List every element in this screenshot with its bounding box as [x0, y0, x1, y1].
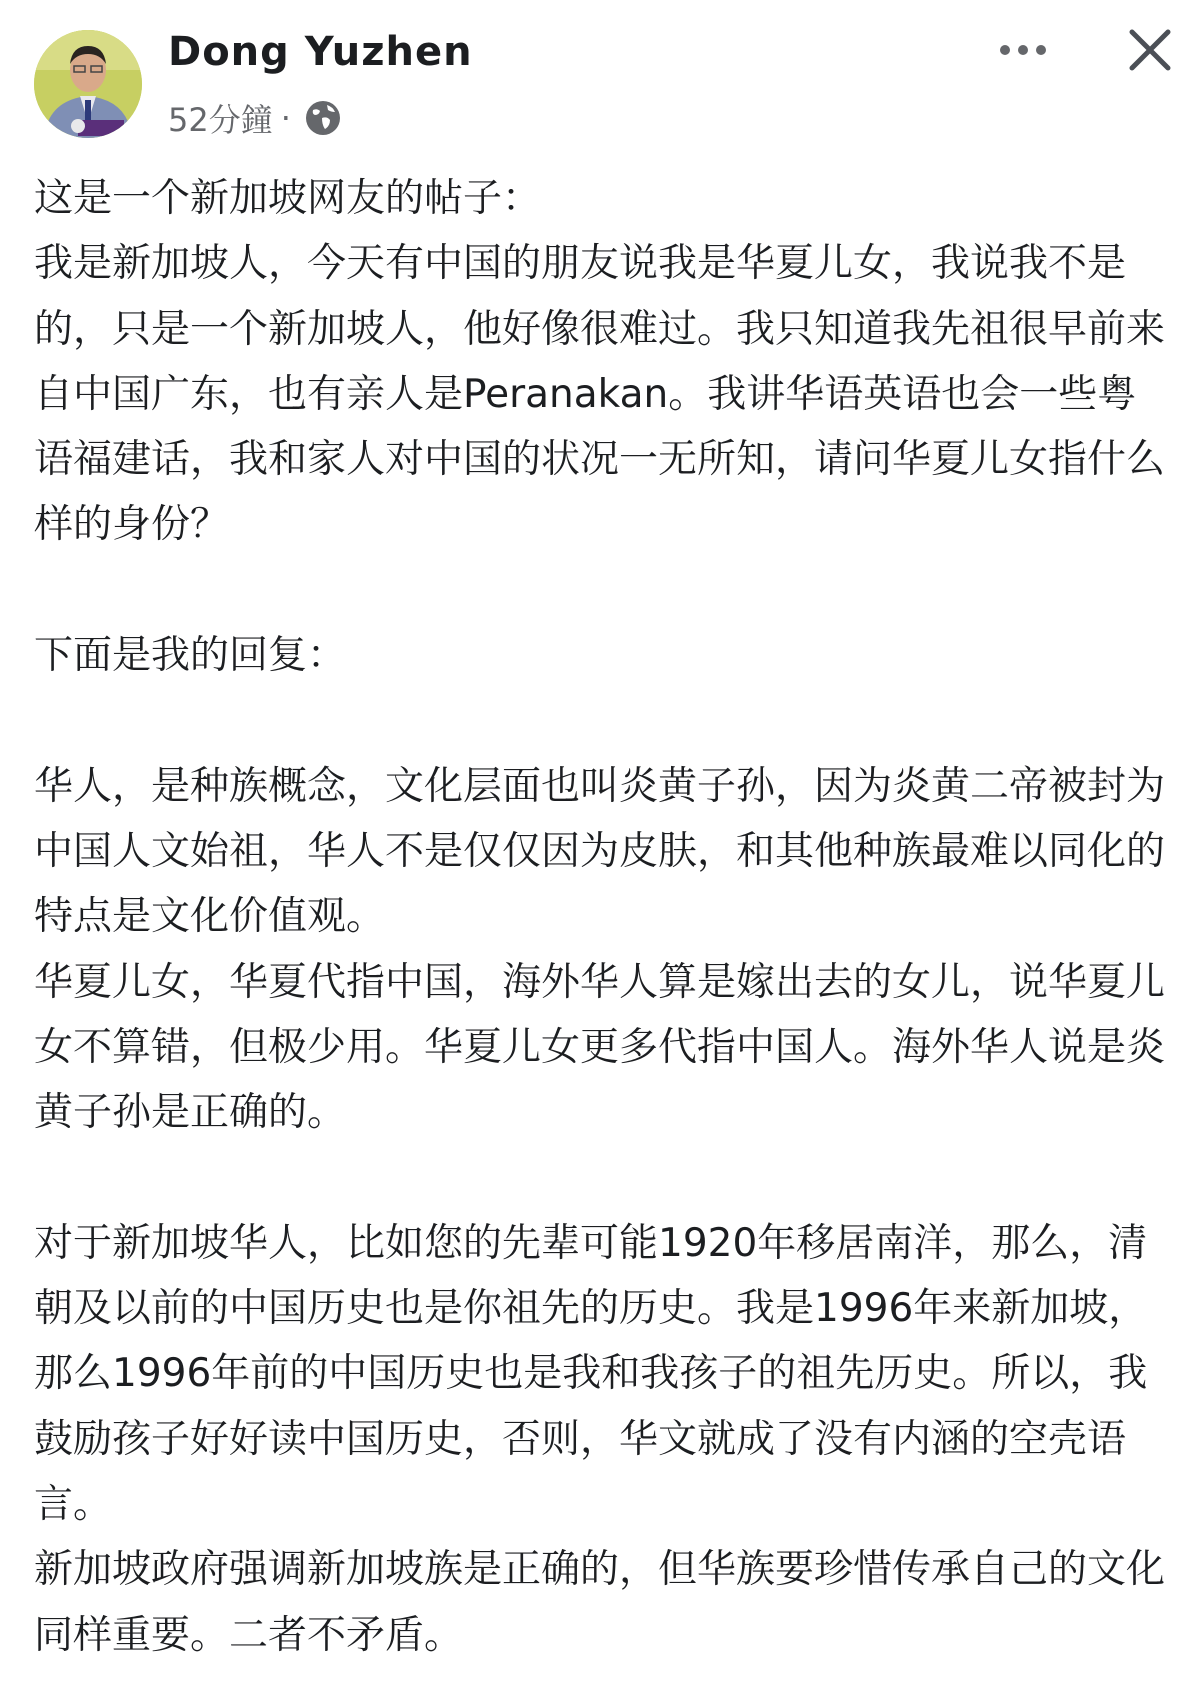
- post-paragraph: 这是一个新加坡网友的帖子： 我是新加坡人，今天有中国的朋友说我是华夏儿女，我说我不是的，只是一个新加坡人，他好像很难过。我只知道我先祖很早前来自中国广东，也有亲人是Peranakan。我讲华语英语也会一些粤语福建话，我和家人对中国的状况一无所知，请问华夏儿女指什么样的身份？: [34, 176, 1166, 548]
- globe-icon[interactable]: [303, 98, 343, 138]
- avatar[interactable]: [34, 30, 142, 138]
- post-paragraph: 下面是我的回复：: [34, 633, 347, 679]
- author-name[interactable]: Dong Yuzhen: [168, 29, 473, 75]
- meta-separator: ·: [280, 99, 291, 137]
- more-dots-icon: [1000, 45, 1010, 55]
- post-time[interactable]: 52分鐘: [168, 101, 273, 139]
- paragraph-gap: [34, 688, 1174, 753]
- post-header: [0, 0, 1200, 150]
- post-body: [34, 166, 1174, 1668]
- post-paragraph: 对于新加坡华人，比如您的先辈可能1920年移居南洋，那么，清朝及以前的中国历史也是你祖先的历史。我是1996年来新加坡，那么1996年前的中国历史也是我和我孩子的祖先历史。所以，我鼓励孩子好好读中国历史，否则，华文就成了没有内涵的空壳语言。 新加坡政府强调新加坡族是正确的，但华族要珍惜传承自己的文化同样重要。二者不矛盾。: [34, 1220, 1166, 1658]
- post-meta: [168, 96, 343, 140]
- avatar-photo: [34, 30, 142, 138]
- close-icon[interactable]: [1122, 22, 1178, 78]
- more-options-button[interactable]: [988, 28, 1058, 72]
- more-dots-icon: [1018, 45, 1028, 55]
- paragraph-gap: [34, 1145, 1174, 1210]
- post-paragraph: 华人，是种族概念，文化层面也叫炎黄子孙，因为炎黄二帝被封为中国人文始祖，华人不是仅仅因为皮肤，和其他种族最难以同化的特点是文化价值观。 华夏儿女，华夏代指中国，海外华人算是嫁出去的女儿，说华夏儿女不算错，但极少用。华夏儿女更多代指中国人。海外华人说是炎黄子孙是正确的。: [34, 763, 1166, 1136]
- more-dots-icon: [1036, 45, 1046, 55]
- paragraph-gap: [34, 558, 1174, 623]
